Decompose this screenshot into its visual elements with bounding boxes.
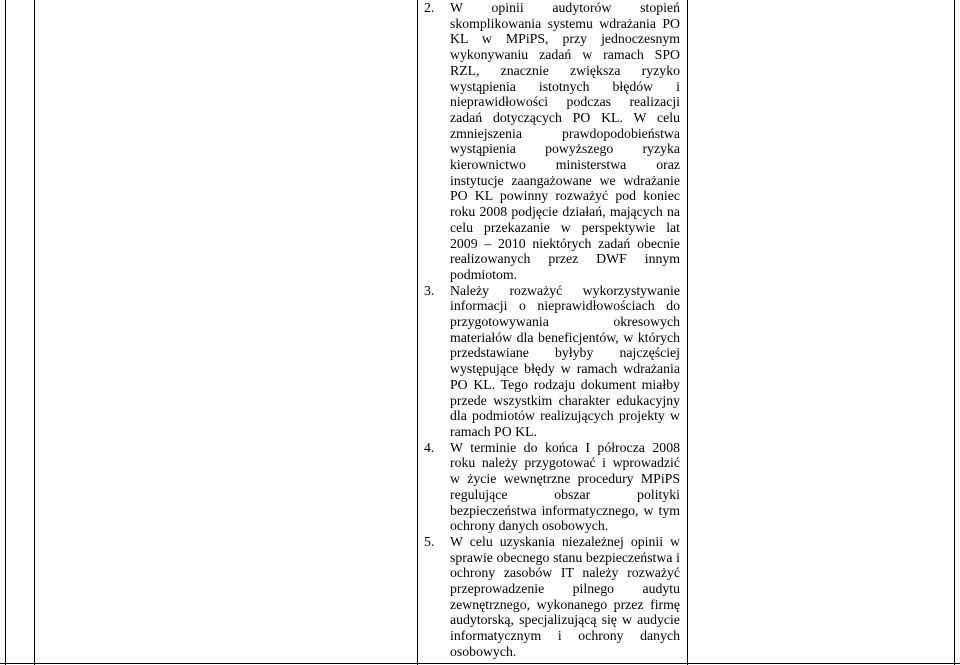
item-number: 5. <box>424 533 435 549</box>
table-border-left <box>5 0 6 665</box>
item-number: 4. <box>424 439 435 455</box>
recommendations-list <box>424 0 680 660</box>
item-number: 2. <box>424 0 435 15</box>
item-number: 3. <box>424 282 435 298</box>
recommendations-cell <box>424 0 680 660</box>
list-item <box>424 283 680 440</box>
item-text: W opinii audytorów stopień skomplikowania systemu wdrażania PO KL w MPiPS, przy jednoczesnym wykonywaniu zadań w ramach SPO RZL, znacznie zwiększa ryzyko wystąpienia istotnych błędów i nieprawidłowości podczas realizacji zadań dotyczących PO KL. W celu zmniejszenia prawdopodobieństwa wystąpienia powyższego ryzyka kierownictwo ministerstwa oraz instytucje zaangażowane we wdrażanie PO KL powinny rozważyć pod koniec roku 2008 podjęcie działań, mających na celu przekazanie w perspektywie lat 2009 – 2010 niektórych zadań obecnie realizowanych przez DWF innym podmiotom. <box>450 0 680 282</box>
column-divider-3 <box>687 0 688 665</box>
list-item <box>424 440 680 534</box>
table-bottom-border <box>0 663 960 664</box>
column-divider-2 <box>417 0 418 665</box>
item-text: W celu uzyskania niezależnej opinii w sprawie obecnego stanu bezpieczeństwa i ochrony zasobów IT należy rozważyć przeprowadzenie pilnego audytu zewnętrznego, wykonanego przez firmę audytorską, specjalizującą się w audycie informatycznym i ochrony danych osobowych. <box>450 533 680 659</box>
list-item <box>424 0 680 283</box>
item-text: Należy rozważyć wykorzystywanie informacji o nieprawidłowościach do przygotowywania okresowych materiałów dla beneficjentów, w których przedstawiane byłyby najczęściej występujące błędy w ramach wdrażania PO KL. Tego rodzaju dokument miałby przede wszystkim charakter edukacyjny dla podmiotów realizujących projekty w ramach PO KL. <box>450 282 680 439</box>
table-border-right <box>954 0 955 665</box>
list-item <box>424 534 680 660</box>
column-divider-1 <box>34 0 35 665</box>
item-text: W terminie do końca I półrocza 2008 roku należy przygotować i wprowadzić w życie wewnętrzne procedury MPiPS regulujące obszar polityki bezpieczeństwa informatycznego, w tym ochrony danych osobowych. <box>450 439 680 534</box>
